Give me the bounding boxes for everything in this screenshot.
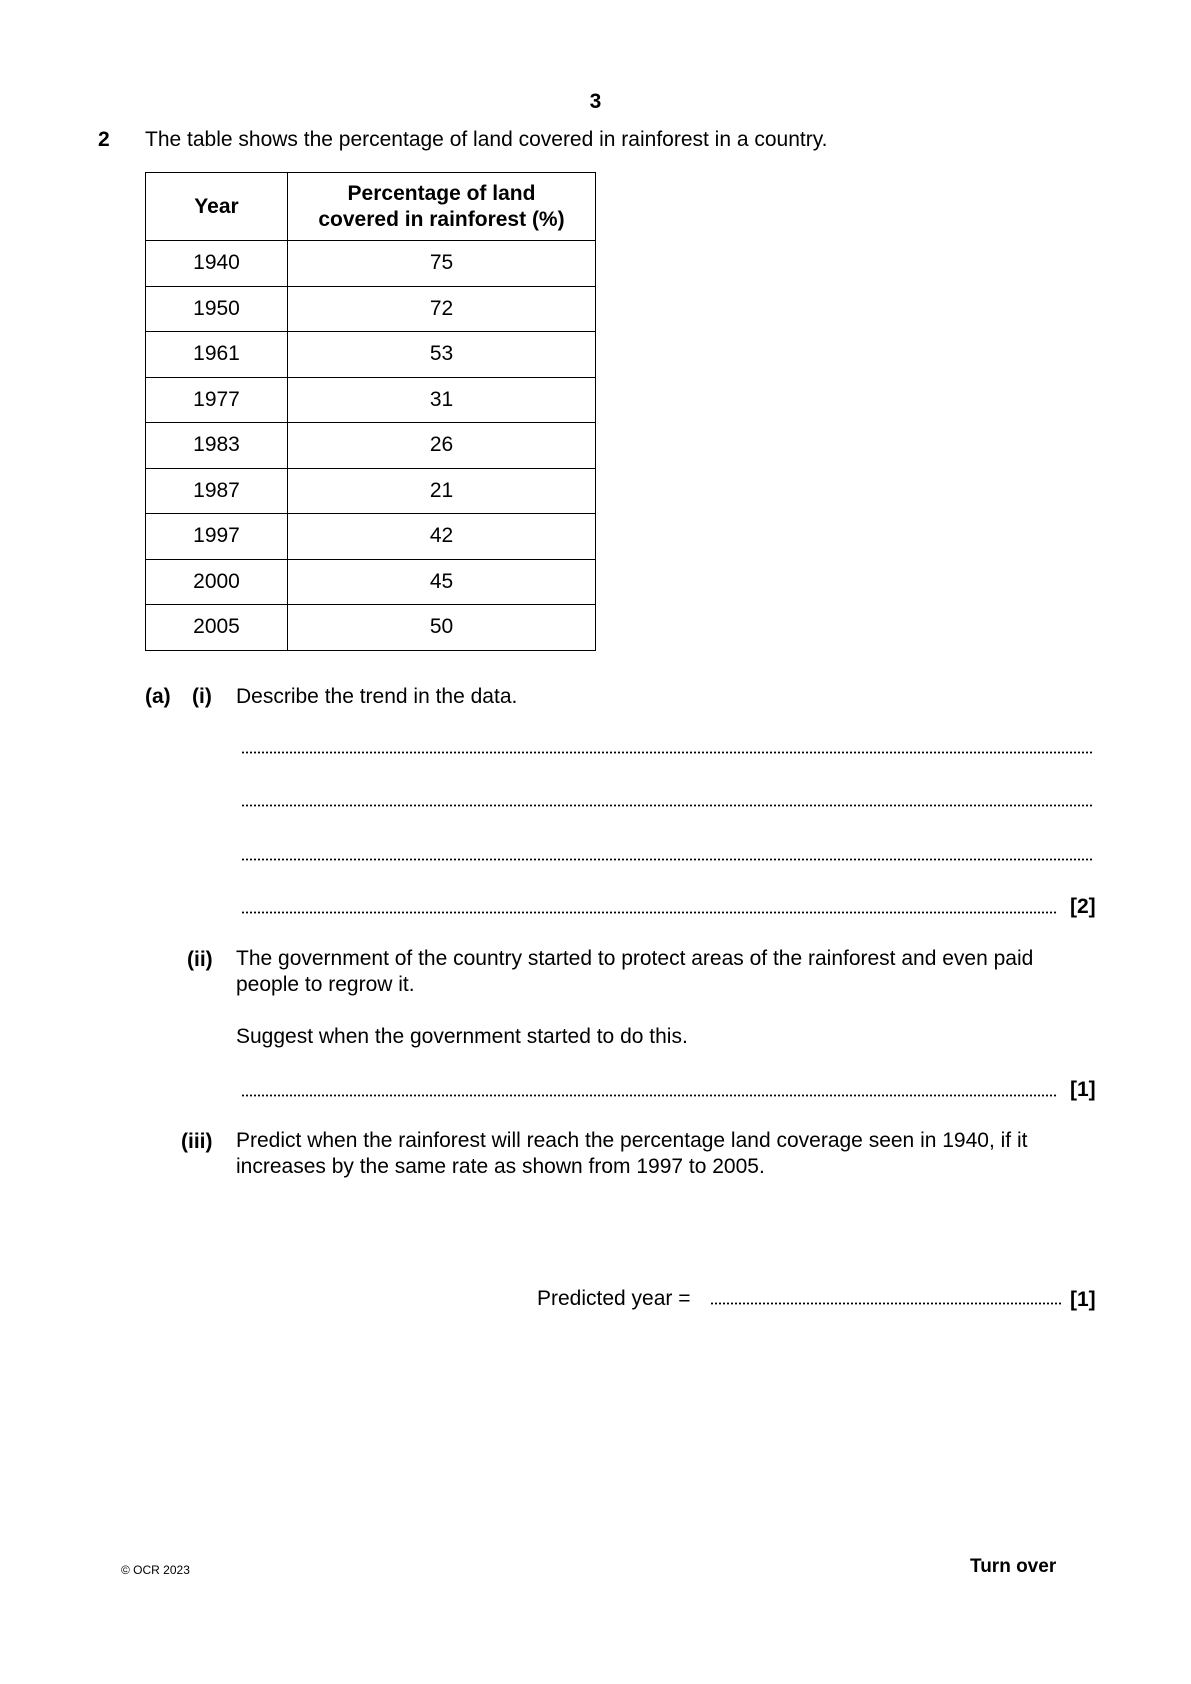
table-row	[146, 377, 596, 423]
part-a-ii-text-line1: The government of the country started to protect areas of the rainforest and even paid	[236, 947, 1034, 970]
table-row	[146, 605, 596, 651]
cell-percentage: 31	[288, 377, 596, 423]
cell-percentage: 53	[288, 332, 596, 378]
cell-year: 1961	[146, 332, 288, 378]
answer-line-a-i-3[interactable]	[241, 858, 1092, 861]
part-a-iii-text-line1: Predict when the rainforest will reach the percentage land coverage seen in 1940, if it	[236, 1129, 1028, 1152]
mark-a-iii: [1]	[1070, 1288, 1096, 1311]
turn-over-label: Turn over	[970, 1556, 1057, 1577]
part-a-ii-label: (ii)	[187, 948, 213, 971]
page-number: 3	[589, 90, 602, 113]
part-a-ii-prompt: Suggest when the government started to do this.	[236, 1025, 688, 1048]
mark-a-i: [2]	[1070, 895, 1096, 918]
part-a-iii-text-line2: increases by the same rate as shown from 1997 to 2005.	[236, 1155, 765, 1178]
header-percentage-line2: covered in rainforest (%)	[318, 207, 565, 231]
table-row	[146, 241, 596, 287]
header-year: Year	[146, 173, 288, 241]
table-row	[146, 332, 596, 378]
cell-year: 2000	[146, 559, 288, 605]
answer-line-a-i-2[interactable]	[241, 804, 1092, 807]
table-header-row	[146, 173, 596, 241]
predicted-year-label: Predicted year =	[537, 1287, 691, 1310]
cell-percentage: 72	[288, 286, 596, 332]
table-row	[146, 423, 596, 469]
cell-year: 2005	[146, 605, 288, 651]
answer-line-a-i-1[interactable]	[241, 751, 1092, 754]
cell-percentage: 75	[288, 241, 596, 287]
answer-line-a-ii[interactable]	[241, 1094, 1056, 1097]
cell-year: 1940	[146, 241, 288, 287]
part-a-i-label: (i)	[192, 685, 212, 708]
cell-percentage: 42	[288, 514, 596, 560]
copyright-notice: © OCR 2023	[121, 1563, 190, 1577]
table-row	[146, 468, 596, 514]
cell-percentage: 21	[288, 468, 596, 514]
part-a-i-prompt: Describe the trend in the data.	[236, 685, 518, 708]
part-a-ii-text-line2: people to regrow it.	[236, 973, 415, 996]
answer-line-a-i-4[interactable]	[241, 911, 1056, 914]
rainforest-table	[145, 172, 596, 651]
cell-year: 1977	[146, 377, 288, 423]
table-row	[146, 286, 596, 332]
cell-percentage: 45	[288, 559, 596, 605]
mark-a-ii: [1]	[1070, 1078, 1096, 1101]
header-percentage-line1: Percentage of land	[347, 181, 536, 205]
cell-percentage: 50	[288, 605, 596, 651]
table-row	[146, 559, 596, 605]
question-number: 2	[98, 128, 110, 151]
cell-year: 1997	[146, 514, 288, 560]
cell-year: 1987	[146, 468, 288, 514]
part-a-label: (a)	[145, 685, 171, 708]
table-row	[146, 514, 596, 560]
cell-year: 1950	[146, 286, 288, 332]
part-a-iii-label: (iii)	[181, 1130, 213, 1153]
cell-percentage: 26	[288, 423, 596, 469]
cell-year: 1983	[146, 423, 288, 469]
question-intro: The table shows the percentage of land covered in rainforest in a country.	[145, 128, 828, 151]
header-percentage	[288, 173, 596, 241]
predicted-year-answer-line[interactable]	[710, 1302, 1062, 1305]
